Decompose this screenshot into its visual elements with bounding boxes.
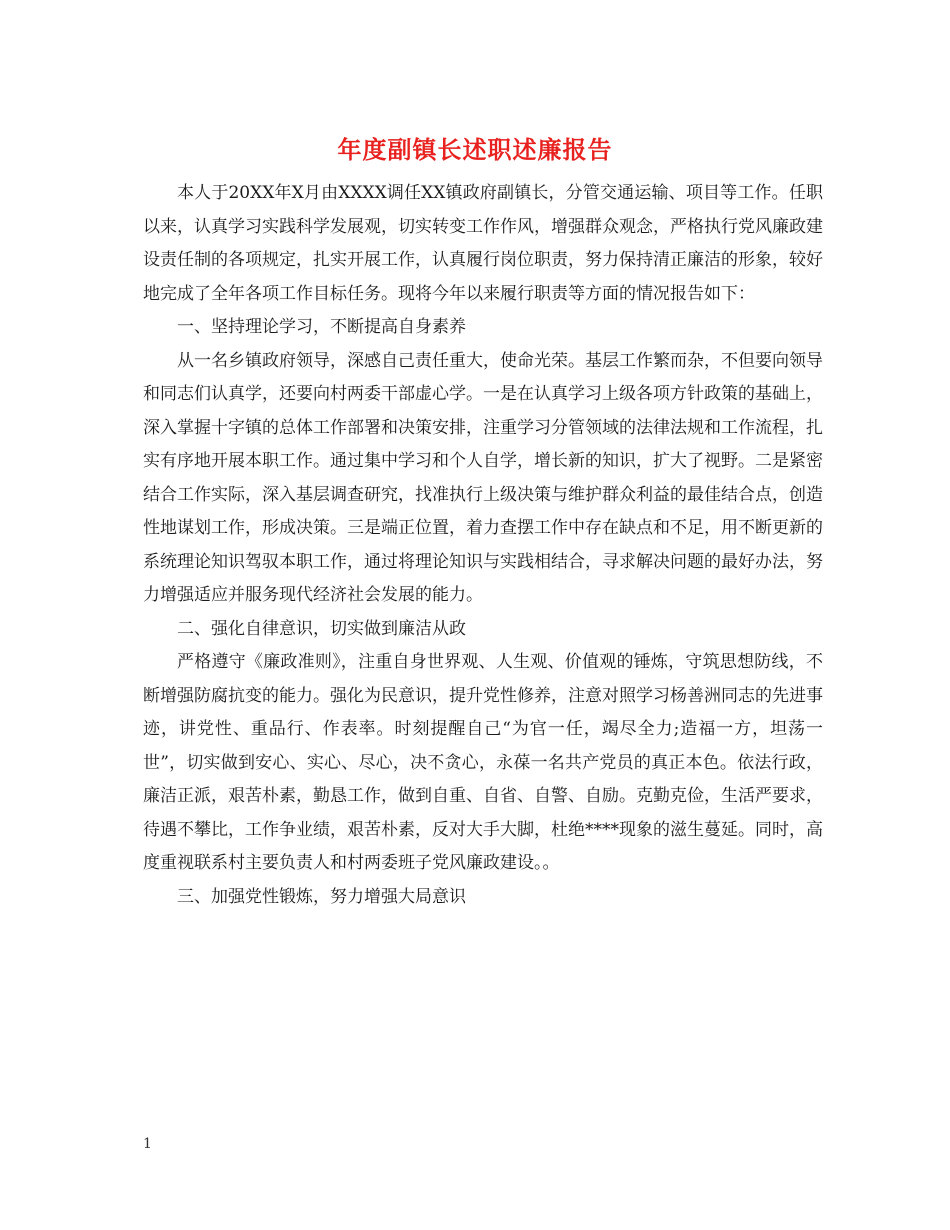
section-heading-3: 三、加强党性锻炼，努力增强大局意识 <box>177 886 466 907</box>
page-number: 1 <box>143 1136 152 1152</box>
section-heading-2: 二、强化自律意识，切实做到廉洁从政 <box>177 618 466 639</box>
document-body <box>143 177 823 914</box>
section-1-paragraph: 从一名乡镇政府领导，深感自己责任重大，使命光荣。基层工作繁而杂，不但要向领导和同志们认真学，还要向村两委干部虚心学。一是在认真学习上级各项方针政策的基础上，深入掌握十字镇的总体工作部署和决策安排，注重学习分管领域的法律法规和工作流程，扎实有序地开展本职工作。通过集中学习和个人自学，增长新的知识，扩大了视野。二是紧密结合工作实际，深入基层调查研究，找准执行上级决策与维护群众利益的最佳结合点，创造性地谋划工作，形成决策。三是端正位置，着力查摆工作中存在缺点和不足，用不断更新的系统理论知识驾驭本职工作，通过将理论知识与实践相结合，寻求解决问题的最好办法，努力增强适应并服务现代经济社会发展的能力。 <box>143 350 823 605</box>
section-heading-1: 一、坚持理论学习，不断提高自身素养 <box>177 317 466 337</box>
section-2-paragraph: 严格遵守《廉政准则》，注重自身世界观、人生观、价值观的锤炼，守筑思想防线，不断增强防腐抗变的能力。强化为民意识，提升党性修养，注意对照学习杨善洲同志的先进事迹，讲党性、重品行、作表率。时刻提醒自己“为官一任，竭尽全力;造福一方，坦荡一世”，切实做到安心、实心、尽心，决不贪心，永葆一名共产党员的真正本色。依法行政，廉洁正派，艰苦朴素，勤恳工作，做到自重、自省、自警、自励。克勤克俭，生活严要求，待遇不攀比，工作争业绩，艰苦朴素，反对大手大脚，杜绝****现象的滋生蔓延。同时，高度重视联系村主要负责人和村两委班子党风廉政建设。。 <box>143 652 823 873</box>
document-title: 年度副镇长述职述廉报告 <box>337 136 613 164</box>
intro-paragraph: 本人于20XX年X月由XXXX调任XX镇政府副镇长，分管交通运输、项目等工作。任职以来，认真学习实践科学发展观，切实转变工作作风，增强群众观念，严格执行党风廉政建设责任制的各项规定，扎实开展工作，认真履行岗位职责，努力保持清正廉洁的形象，较好地完成了全年各项工作目标任务。现将今年以来履行职责等方面的情况报告如下： <box>143 183 823 304</box>
